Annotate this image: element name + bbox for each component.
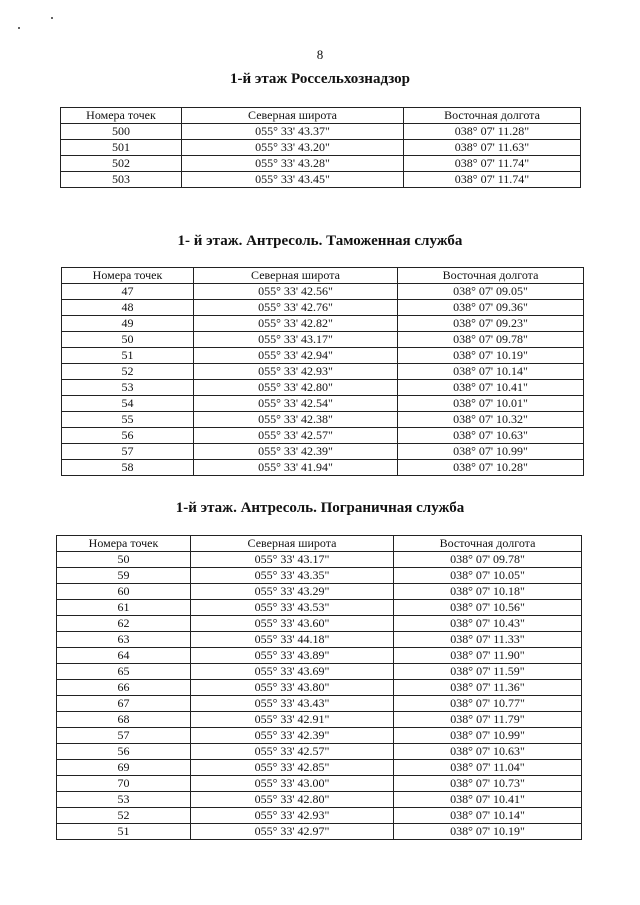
east-longitude-cell: 038° 07' 10.14" (398, 364, 584, 380)
point-number-cell: 54 (62, 396, 194, 412)
north-latitude-cell: 055° 33' 43.53" (191, 600, 394, 616)
table-row (57, 616, 582, 632)
point-number-cell: 55 (62, 412, 194, 428)
point-number-cell: 50 (57, 552, 191, 568)
table-row (62, 364, 584, 380)
table-row (62, 332, 584, 348)
point-number-cell: 69 (57, 760, 191, 776)
point-number-cell: 53 (62, 380, 194, 396)
east-longitude-cell: 038° 07' 10.56" (394, 600, 582, 616)
east-longitude-cell: 038° 07' 10.43" (394, 616, 582, 632)
north-latitude-cell: 055° 33' 43.17" (194, 332, 398, 348)
table-row (57, 648, 582, 664)
point-number-header: Номера точек (62, 268, 194, 284)
north-latitude-cell: 055° 33' 42.94" (194, 348, 398, 364)
table-row (57, 808, 582, 824)
east-longitude-cell: 038° 07' 09.05" (398, 284, 584, 300)
coordinates-table-rosselkhoznadzor (60, 107, 581, 188)
point-number-cell: 51 (57, 824, 191, 840)
point-number-cell: 67 (57, 696, 191, 712)
table-row (57, 664, 582, 680)
point-number-cell: 48 (62, 300, 194, 316)
north-latitude-header: Северная широта (191, 536, 394, 552)
point-number-cell: 56 (62, 428, 194, 444)
point-number-cell: 52 (57, 808, 191, 824)
north-latitude-cell: 055° 33' 42.39" (194, 444, 398, 460)
point-number-header: Номера точек (57, 536, 191, 552)
section-title-customs: 1- й этаж. Антресоль. Таможенная служба (177, 233, 463, 249)
table-row (57, 632, 582, 648)
east-longitude-header: Восточная долгота (404, 108, 581, 124)
table-row (61, 156, 581, 172)
point-number-cell: 60 (57, 584, 191, 600)
table-row (62, 460, 584, 476)
north-latitude-cell: 055° 33' 43.45" (182, 172, 404, 188)
table-row (61, 172, 581, 188)
north-latitude-cell: 055° 33' 42.56" (194, 284, 398, 300)
point-number-cell: 51 (62, 348, 194, 364)
east-longitude-cell: 038° 07' 10.01" (398, 396, 584, 412)
east-longitude-cell: 038° 07' 11.33" (394, 632, 582, 648)
north-latitude-cell: 055° 33' 43.17" (191, 552, 394, 568)
north-latitude-cell: 055° 33' 42.93" (191, 808, 394, 824)
east-longitude-cell: 038° 07' 10.18" (394, 584, 582, 600)
point-number-cell: 63 (57, 632, 191, 648)
north-latitude-cell: 055° 33' 42.80" (191, 792, 394, 808)
north-latitude-cell: 055° 33' 42.82" (194, 316, 398, 332)
north-latitude-cell: 055° 33' 43.43" (191, 696, 394, 712)
east-longitude-cell: 038° 07' 10.19" (398, 348, 584, 364)
table-row (62, 412, 584, 428)
north-latitude-cell: 055° 33' 43.69" (191, 664, 394, 680)
point-number-cell: 49 (62, 316, 194, 332)
north-latitude-cell: 055° 33' 42.91" (191, 712, 394, 728)
point-number-cell: 47 (62, 284, 194, 300)
east-longitude-cell: 038° 07' 09.78" (394, 552, 582, 568)
coordinates-table-border-service (56, 535, 582, 840)
east-longitude-header: Восточная долгота (398, 268, 584, 284)
east-longitude-header: Восточная долгота (394, 536, 582, 552)
table-row (62, 444, 584, 460)
table-row (62, 396, 584, 412)
north-latitude-cell: 055° 33' 42.39" (191, 728, 394, 744)
point-number-header: Номера точек (61, 108, 182, 124)
east-longitude-cell: 038° 07' 11.36" (394, 680, 582, 696)
east-longitude-cell: 038° 07' 11.74" (404, 172, 581, 188)
table-row (57, 584, 582, 600)
table-row (57, 776, 582, 792)
point-number-cell: 57 (57, 728, 191, 744)
east-longitude-cell: 038° 07' 11.28" (404, 124, 581, 140)
table-row (57, 792, 582, 808)
north-latitude-cell: 055° 33' 43.20" (182, 140, 404, 156)
section-title-border-service: 1-й этаж. Антресоль. Пограничная служба (175, 500, 465, 516)
table-row (62, 428, 584, 444)
point-number-cell: 503 (61, 172, 182, 188)
east-longitude-cell: 038° 07' 10.32" (398, 412, 584, 428)
point-number-cell: 53 (57, 792, 191, 808)
coordinates-table-customs (61, 267, 584, 476)
point-number-cell: 502 (61, 156, 182, 172)
east-longitude-cell: 038° 07' 11.74" (404, 156, 581, 172)
north-latitude-cell: 055° 33' 43.60" (191, 616, 394, 632)
table-row (57, 680, 582, 696)
point-number-cell: 56 (57, 744, 191, 760)
table-row (57, 568, 582, 584)
table-row (61, 140, 581, 156)
east-longitude-cell: 038° 07' 10.99" (394, 728, 582, 744)
point-number-cell: 68 (57, 712, 191, 728)
table-header-row (61, 108, 581, 124)
scan-speck (51, 17, 53, 19)
point-number-cell: 62 (57, 616, 191, 632)
east-longitude-cell: 038° 07' 10.63" (398, 428, 584, 444)
point-number-cell: 501 (61, 140, 182, 156)
north-latitude-header: Северная широта (182, 108, 404, 124)
table-row (57, 728, 582, 744)
point-number-cell: 50 (62, 332, 194, 348)
east-longitude-cell: 038° 07' 11.04" (394, 760, 582, 776)
table-row (57, 600, 582, 616)
east-longitude-cell: 038° 07' 10.77" (394, 696, 582, 712)
east-longitude-cell: 038° 07' 09.36" (398, 300, 584, 316)
east-longitude-cell: 038° 07' 10.41" (394, 792, 582, 808)
point-number-cell: 52 (62, 364, 194, 380)
east-longitude-cell: 038° 07' 10.63" (394, 744, 582, 760)
table-row (62, 316, 584, 332)
table-row (62, 300, 584, 316)
east-longitude-cell: 038° 07' 09.23" (398, 316, 584, 332)
north-latitude-cell: 055° 33' 41.94" (194, 460, 398, 476)
north-latitude-cell: 055° 33' 42.76" (194, 300, 398, 316)
table-row (57, 552, 582, 568)
table-header-row (57, 536, 582, 552)
east-longitude-cell: 038° 07' 10.14" (394, 808, 582, 824)
table-row (57, 760, 582, 776)
north-latitude-cell: 055° 33' 43.00" (191, 776, 394, 792)
point-number-cell: 500 (61, 124, 182, 140)
north-latitude-cell: 055° 33' 43.29" (191, 584, 394, 600)
north-latitude-cell: 055° 33' 43.37" (182, 124, 404, 140)
north-latitude-cell: 055° 33' 43.35" (191, 568, 394, 584)
table-row (57, 744, 582, 760)
scan-speck (18, 27, 20, 29)
point-number-cell: 65 (57, 664, 191, 680)
section-title-rosselkhoznadzor: 1-й этаж Россельхознадзор (230, 71, 410, 87)
east-longitude-cell: 038° 07' 11.59" (394, 664, 582, 680)
north-latitude-cell: 055° 33' 42.85" (191, 760, 394, 776)
north-latitude-cell: 055° 33' 42.97" (191, 824, 394, 840)
east-longitude-cell: 038° 07' 10.19" (394, 824, 582, 840)
north-latitude-cell: 055° 33' 43.28" (182, 156, 404, 172)
point-number-cell: 61 (57, 600, 191, 616)
north-latitude-cell: 055° 33' 42.57" (194, 428, 398, 444)
table-row (62, 348, 584, 364)
north-latitude-cell: 055° 33' 44.18" (191, 632, 394, 648)
page-number: 8 (316, 47, 324, 62)
table-row (57, 824, 582, 840)
table-row (57, 712, 582, 728)
east-longitude-cell: 038° 07' 11.79" (394, 712, 582, 728)
north-latitude-header: Северная широта (194, 268, 398, 284)
north-latitude-cell: 055° 33' 43.80" (191, 680, 394, 696)
north-latitude-cell: 055° 33' 42.93" (194, 364, 398, 380)
east-longitude-cell: 038° 07' 11.90" (394, 648, 582, 664)
east-longitude-cell: 038° 07' 10.05" (394, 568, 582, 584)
point-number-cell: 59 (57, 568, 191, 584)
east-longitude-cell: 038° 07' 10.99" (398, 444, 584, 460)
table-header-row (62, 268, 584, 284)
table-row (57, 696, 582, 712)
north-latitude-cell: 055° 33' 42.54" (194, 396, 398, 412)
east-longitude-cell: 038° 07' 09.78" (398, 332, 584, 348)
point-number-cell: 70 (57, 776, 191, 792)
east-longitude-cell: 038° 07' 11.63" (404, 140, 581, 156)
point-number-cell: 58 (62, 460, 194, 476)
north-latitude-cell: 055° 33' 43.89" (191, 648, 394, 664)
east-longitude-cell: 038° 07' 10.73" (394, 776, 582, 792)
north-latitude-cell: 055° 33' 42.38" (194, 412, 398, 428)
table-row (62, 380, 584, 396)
point-number-cell: 66 (57, 680, 191, 696)
point-number-cell: 64 (57, 648, 191, 664)
north-latitude-cell: 055° 33' 42.57" (191, 744, 394, 760)
table-row (62, 284, 584, 300)
north-latitude-cell: 055° 33' 42.80" (194, 380, 398, 396)
east-longitude-cell: 038° 07' 10.28" (398, 460, 584, 476)
table-row (61, 124, 581, 140)
east-longitude-cell: 038° 07' 10.41" (398, 380, 584, 396)
point-number-cell: 57 (62, 444, 194, 460)
